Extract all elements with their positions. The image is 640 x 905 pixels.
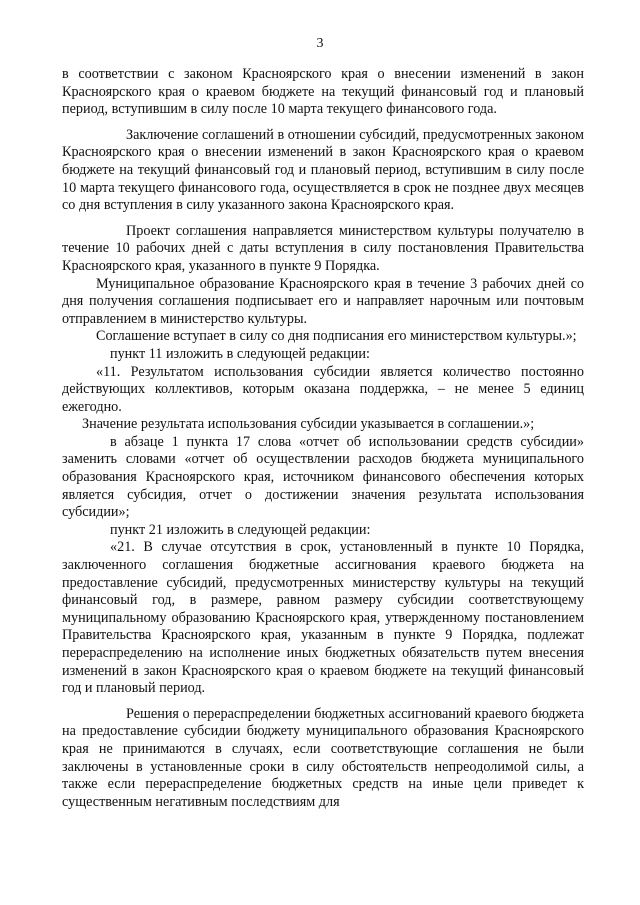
paragraph: Проект соглашения направляется министерством культуры получателю в течение 10 рабочих дней с даты вступления в силу постановления Правительства Красноярского края, указанного в пункте 9 Порядка.: [62, 222, 584, 274]
paragraph: «11. Результатом использования субсидии является количество постоянно действующих коллективов, которым оказана поддержка, – не менее 5 единиц ежегодно.: [62, 363, 584, 415]
paragraph: Значение результата использования субсидии указывается в соглашении.»;: [82, 416, 535, 433]
paragraph: Заключение соглашений в отношении субсидий, предусмотренных законом Красноярского края о внесении изменений в закон Красноярского края о краевом бюджете на текущий финансовый год и плановый период, вступившим в силу после 10 марта текущего финансового года, осуществляется в срок не позднее двух месяцев со дня вступления в силу указанного закона Красноярского края.: [62, 126, 584, 214]
document-body: [62, 66, 584, 811]
paragraph: в абзаце 1 пункта 17 слова «отчет об использовании средств субсидии» заменить словами «отчет об осуществлении расходов бюджета муниципального образования Красноярского края, источником финансового обеспечения которых является субсидия, отчет о достижении значения результата использования субсидии»;: [62, 433, 584, 521]
page-number: 3: [316, 36, 324, 51]
paragraph: Муниципальное образование Красноярского края в течение 3 рабочих дней со дня получения соглашения подписывает его и направляет нарочным или почтовым отправлением в министерство культуры.: [62, 275, 584, 327]
paragraph: Решения о перераспределении бюджетных ассигнований краевого бюджета на предоставление субсидии бюджету муниципального образования Красноярского края не принимаются в случаях, если соответствующие соглашения не были заключены в установленные сроки в силу обстоятельств непреодолимой силы, а также если перераспределение бюджетных средств на иные цели приведет к существенным негативным последствиям для: [62, 705, 584, 810]
paragraph: пункт 11 изложить в следующей редакции:: [110, 345, 370, 362]
paragraph: «21. В случае отсутствия в срок, установленный в пункте 10 Порядка, заключенного соглашения бюджетные ассигнования краевого бюджета на предоставление субсидий, предусмотренных министерству культуры на текущий финансовый год, в размере, равном размеру субсидии соответствующему муниципальному образованию Красноярского края, утвержденному постановлением Правительства Красноярского края, указанным в пункте 9 Порядка, подлежат перераспределению на исполнение иных бюджетных обязательств путем внесения изменений в закон Красноярского края о краевом бюджете на текущий финансовый год и плановый период.: [62, 539, 584, 697]
paragraph: пункт 21 изложить в следующей редакции:: [110, 521, 371, 538]
paragraph: в соответствии с законом Красноярского края о внесении изменений в закон Красноярского края о краевом бюджете на текущий финансовый год и плановый период, вступившим в силу после 10 марта текущего финансового года.: [62, 66, 584, 118]
paragraph: Соглашение вступает в силу со дня подписания его министерством культуры.»;: [96, 328, 577, 345]
